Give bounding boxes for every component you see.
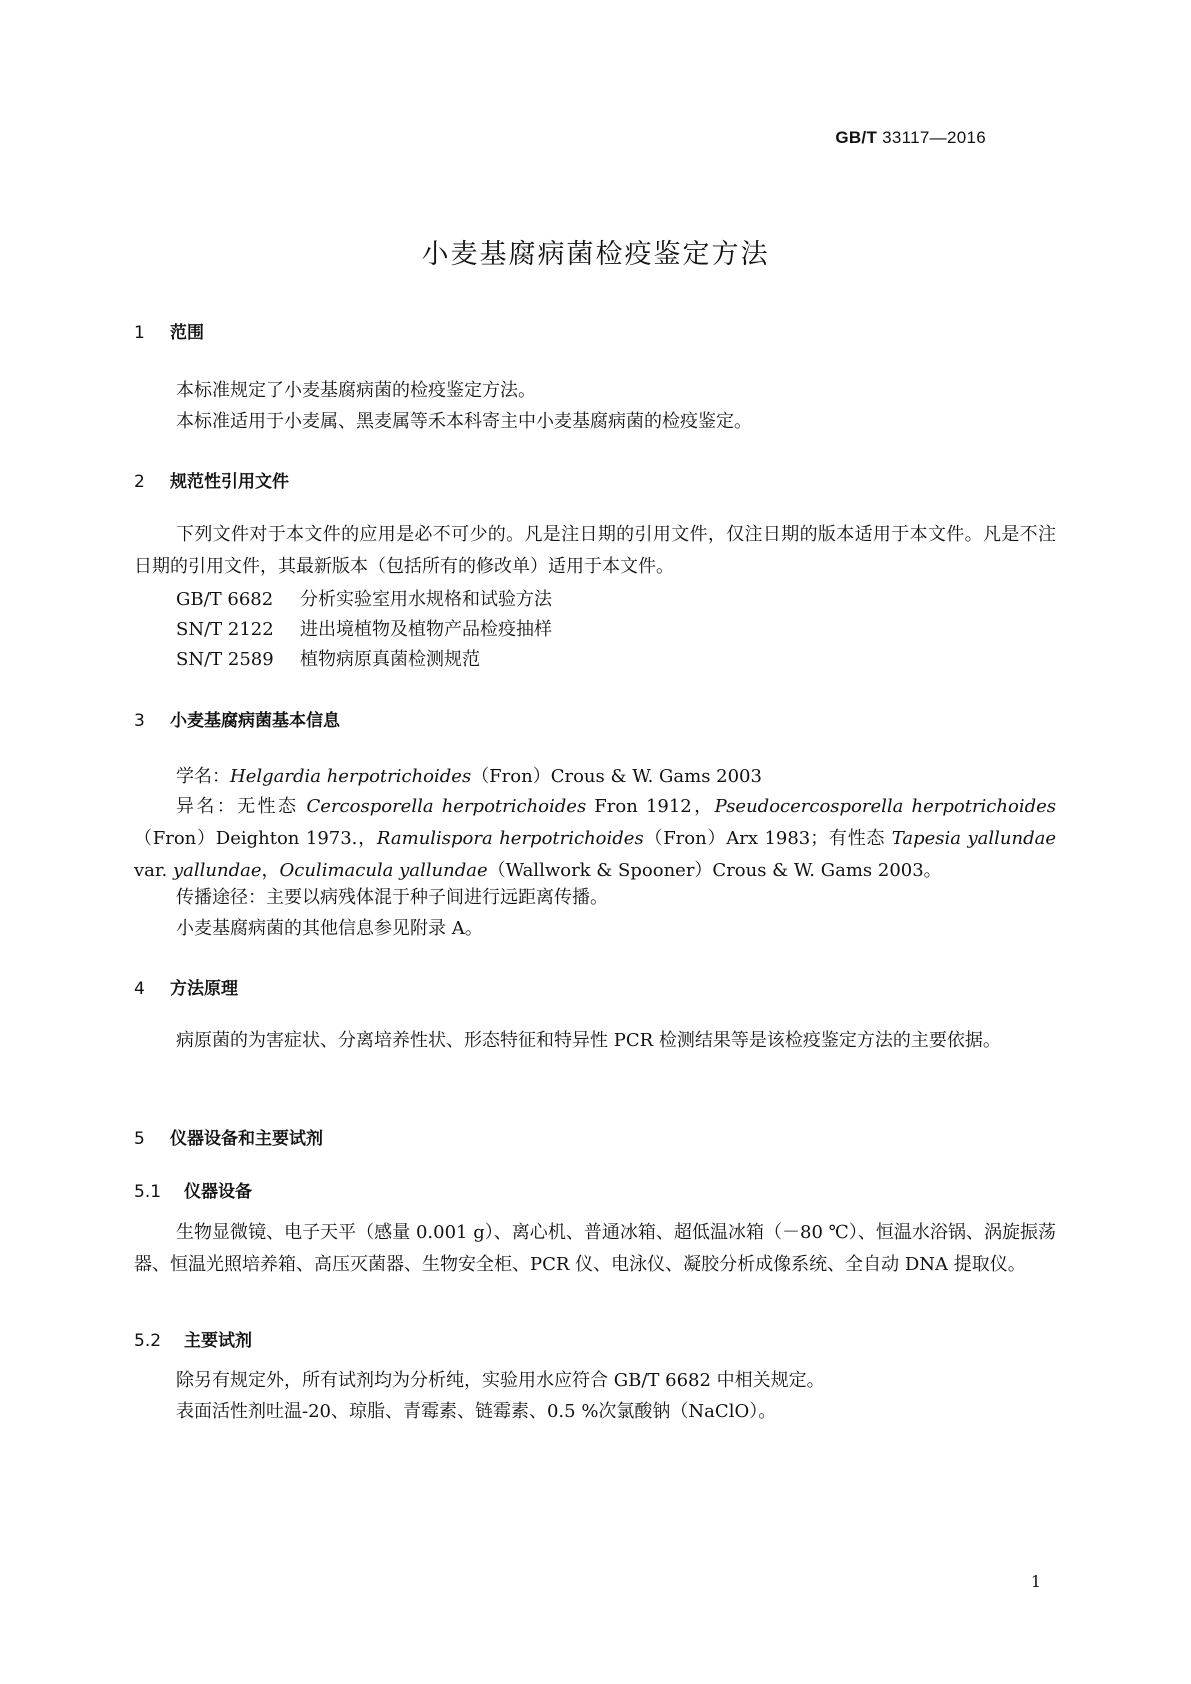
- section-1-paragraph: 本标准规定了小麦基腐病菌的检疫鉴定方法。: [176, 380, 536, 401]
- reference-item: SN/T 2122 进出境植物及植物产品检疫抽样: [176, 619, 552, 640]
- section-5-1-heading: 5.1 仪器设备: [134, 1182, 252, 1202]
- section-1-heading: 1 范围: [134, 323, 204, 343]
- other-info-paragraph: 小麦基腐病菌的其他信息参见附录 A。: [176, 918, 483, 939]
- transmission-paragraph: 传播途径：主要以病残体混于种子间进行远距离传播。: [176, 887, 608, 908]
- page-number: 1: [1030, 1572, 1041, 1591]
- standard-code: GB/T 33117—2016: [835, 128, 986, 147]
- section-2-heading: 2 规范性引用文件: [134, 472, 289, 492]
- section-4-paragraph: 病原菌的为害症状、分离培养性状、形态特征和特异性 PCR 检测结果等是该检疫鉴定方法的主要依据。: [176, 1030, 1001, 1051]
- section-5-2-paragraph: 除另有规定外，所有试剂均为分析纯，实验用水应符合 GB/T 6682 中相关规定。: [176, 1370, 825, 1391]
- reference-item: GB/T 6682 分析实验室用水规格和试验方法: [176, 589, 552, 610]
- section-3-heading: 3 小麦基腐病菌基本信息: [134, 711, 340, 731]
- section-5-heading: 5 仪器设备和主要试剂: [134, 1129, 323, 1149]
- section-5-1-paragraph: 生物显微镜、电子天平（感量 0.001 g）、离心机、普通冰箱、超低温冰箱（－80 ℃）、恒温水浴锅、涡旋振荡器、恒温光照培养箱、高压灭菌器、生物安全柜、PCR 仪、电泳仪、凝胶分析成像系统、全自动 DNA 提取仪。: [134, 1222, 1056, 1275]
- section-2-intro: 下列文件对于本文件的应用是必不可少的。凡是注日期的引用文件，仅注日期的版本适用于本文件。凡是不注日期的引用文件，其最新版本（包括所有的修改单）适用于本文件。: [134, 524, 1056, 577]
- section-1-paragraph: 本标准适用于小麦属、黑麦属等禾本科寄主中小麦基腐病菌的检疫鉴定。: [176, 411, 752, 432]
- scientific-name: 学名：Helgardia herpotrichoides（Fron）Crous & W. Gams 2003: [176, 766, 762, 787]
- synonyms-paragraph: 异名：无性态 Cercosporella herpotrichoides Fron 1912，Pseudocercosporella herpotrichoides（Fron）Deighton 1973.，Ramulispora herpotrichoides（Fron）Arx 1983；有性态 Tapesia yallundae var. yallundae，Oculimacula yallundae（Wallwork & Spooner）Crous & W. Gams 2003。: [134, 796, 1056, 881]
- section-4-heading: 4 方法原理: [134, 979, 238, 999]
- reference-item: SN/T 2589 植物病原真菌检测规范: [176, 649, 480, 670]
- section-5-2-heading: 5.2 主要试剂: [134, 1331, 252, 1351]
- section-5-2-paragraph: 表面活性剂吐温-20、琼脂、青霉素、链霉素、0.5 %次氯酸钠（NaClO）。: [176, 1401, 777, 1422]
- document-title: 小麦基腐病菌检疫鉴定方法: [421, 239, 770, 270]
